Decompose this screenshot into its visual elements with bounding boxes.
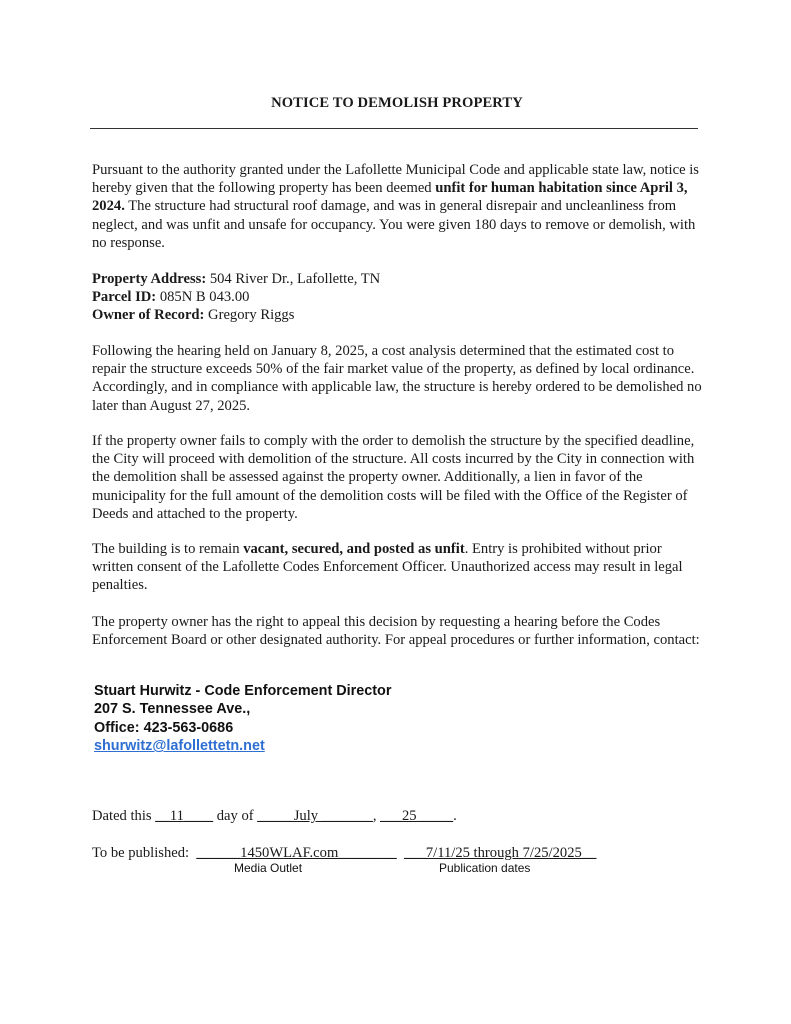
dated-day-pad-before: __ <box>155 808 170 824</box>
intro-bold-text: unfit for human habitation since April 3, 2024. <box>92 180 688 215</box>
contact-name-title: Stuart Hurwitz - Code Enforcement Director <box>94 683 392 699</box>
dated-month-field <box>257 808 373 824</box>
outlet-pad-before: ______ <box>196 845 241 861</box>
building-status-text-before: The building is to remain <box>92 541 244 557</box>
publication-dates-field <box>404 845 596 861</box>
dated-year-field <box>380 808 453 824</box>
dated-mid: day of <box>213 808 258 824</box>
dated-month: July <box>293 808 319 824</box>
contact-office-phone: Office: 423-563-0686 <box>94 719 234 736</box>
dated-month-pad-before: _____ <box>257 808 294 824</box>
dates-pad-after: __ <box>581 845 597 861</box>
title-divider <box>90 128 698 129</box>
parcel-id-line <box>92 289 249 305</box>
property-address-value: 504 River Dr., Lafollette, TN <box>206 271 381 287</box>
dated-prefix: Dated this <box>92 808 156 824</box>
property-details <box>92 270 704 325</box>
noncompliance-paragraph: If the property owner fails to comply with the order to demolish the structure by the specified deadline, the City will proceed with demolition of the structure. All costs incurred by the City in connection with the demolition shall be assessed against the property owner. Additionally, a lien in favor of the municipality for the full amount of the demolition costs will be filed with the Office of the Register of Deeds and attached to the property. <box>92 433 695 522</box>
property-address-label: Property Address: <box>92 271 207 287</box>
dates-pad-before: ___ <box>403 845 426 861</box>
publication-line <box>92 845 596 862</box>
publication-outlet-field <box>196 845 396 861</box>
intro-text-before: Pursuant to the authority granted under the Lafollette Municipal Code and applicable state law, notice is hereby given that the following property has been deemed <box>92 162 699 197</box>
publication-label: To be published: <box>92 845 197 861</box>
hearing-paragraph: Following the hearing held on January 8, 2025, a cost analysis determined that the estimated cost to repair the structure exceeds 50% of the fair market value of the property, as defined by local ordinance. Accordingly, and in compliance with applicable law, the structure is hereby ordered to be demolished no later than August 27, 2025. <box>92 343 702 414</box>
building-status-bold: vacant, secured, and posted as unfit <box>243 541 465 557</box>
dated-year: 25 <box>402 808 417 824</box>
appeal-paragraph: The property owner has the right to appeal this decision by requesting a hearing before the Codes Enforcement Board or other designated authority. For appeal procedures or further information, contact: <box>92 614 700 649</box>
parcel-id-value: 085N B 043.00 <box>156 289 250 306</box>
parcel-id-label: Parcel ID: <box>92 289 157 306</box>
dated-day-field <box>155 808 213 824</box>
dated-year-pad-after: _____ <box>416 808 454 824</box>
contact-address: 207 S. Tennessee Ave., <box>94 701 251 718</box>
owner-value: Gregory Riggs <box>204 307 295 324</box>
dated-day-pad-after: ____ <box>183 808 214 824</box>
publication-gap <box>397 845 404 861</box>
contact-email-link[interactable]: shurwitz@lafollettetn.net <box>94 738 265 755</box>
publication-outlet: 1450WLAF.com <box>240 845 339 861</box>
dated-end: . <box>453 808 457 824</box>
owner-label: Owner of Record: <box>92 307 205 324</box>
dated-day: 11 <box>169 808 184 824</box>
building-status-paragraph <box>92 540 704 595</box>
outlet-pad-after: ________ <box>338 845 397 861</box>
intro-text-after: The structure had structural roof damage, and was in general disrepair and uncleanliness from neglect, and was unfit and unsafe for occupancy. You were given 180 days to remove or demolish, with no response. <box>92 198 696 251</box>
dated-month-pad-after: _______ <box>318 808 373 824</box>
dated-comma: , <box>372 808 381 824</box>
media-outlet-caption: Media Outlet <box>234 861 303 875</box>
contact-block <box>94 682 391 756</box>
building-status-text-after: . Entry is prohibited without prior written consent of the Lafollette Codes Enforcement Officer. Unauthorized access may result in legal penalties. <box>92 541 683 594</box>
owner-line <box>92 307 294 323</box>
publication-dates: 7/11/25 through 7/25/2025 <box>425 845 582 861</box>
dated-line <box>92 808 457 825</box>
dated-year-pad-before: ___ <box>380 808 402 824</box>
property-address-line <box>92 271 380 287</box>
publication-dates-caption: Publication dates <box>439 861 531 875</box>
document-title: NOTICE TO DEMOLISH PROPERTY <box>271 95 523 111</box>
intro-paragraph <box>92 161 704 252</box>
